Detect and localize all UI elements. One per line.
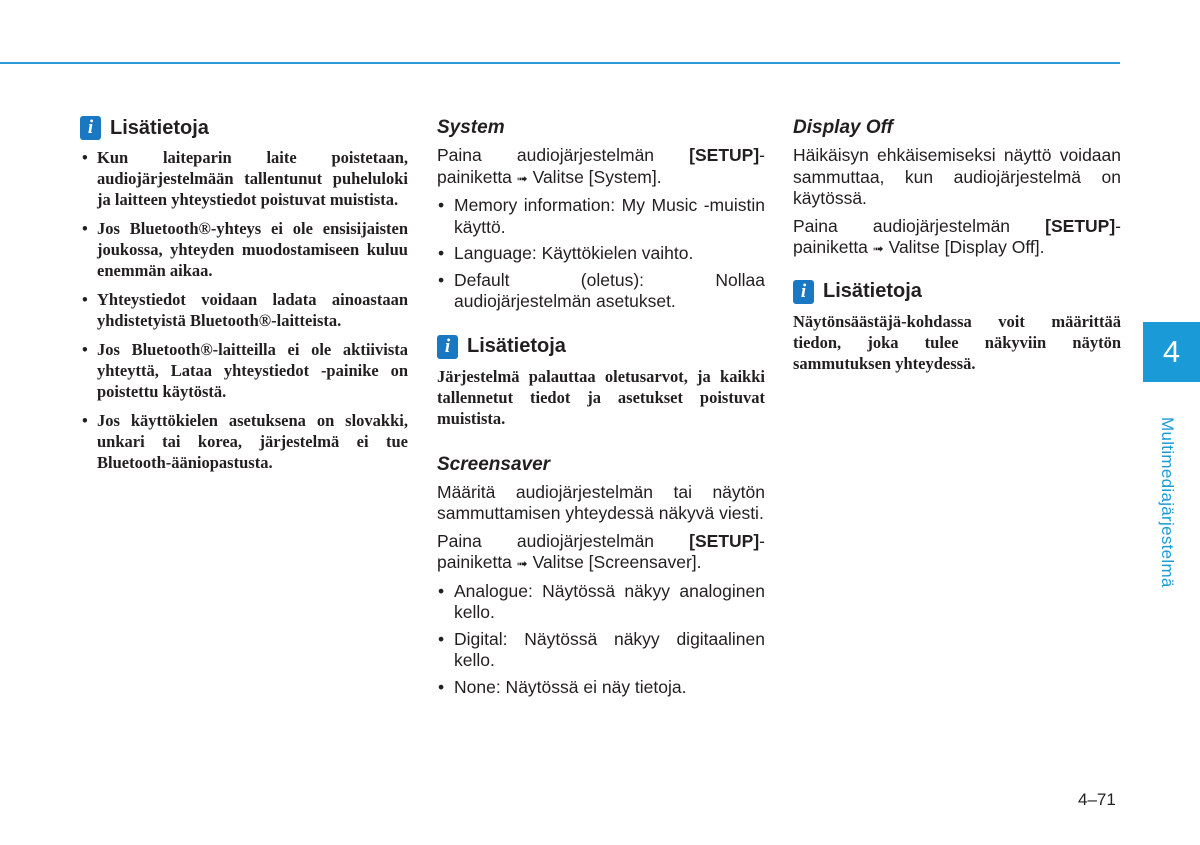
column-middle xyxy=(437,116,765,703)
note-item: • Jos Bluetooth®-laitteilla ei ole aktiivista yhteyttä, Lataa yhteystiedot -painike on poistettu käytöstä. xyxy=(80,339,408,402)
chapter-label: Multimediajärjestelmä xyxy=(1158,417,1177,588)
system-options-list xyxy=(437,195,765,313)
setup-key: [SETUP] xyxy=(1045,215,1116,236)
note-item: • Jos käyttökielen asetuksena on slovakki, unkari tai korea, järjestelmä ei tue Bluetooth-ääniopastusta. xyxy=(80,410,408,473)
column-right xyxy=(793,116,1121,374)
system-instruction xyxy=(437,145,765,189)
page-number: 4–71 xyxy=(1078,790,1116,809)
instruction-text: -painiketta xyxy=(437,145,765,187)
info-note-list xyxy=(80,147,408,473)
screensaver-title: Screensaver xyxy=(437,453,551,475)
screensaver-description: Määritä audiojärjestelmän tai näytön sammuttamisen yhteydessä näkyvä viesti. xyxy=(437,481,765,523)
setup-key: [SETUP] xyxy=(689,530,760,551)
info-note: Järjestelmä palauttaa oletusarvot, ja kaikki tallennetut tiedot ja asetukset poistuvat muistista. xyxy=(437,366,765,428)
list-item: • Language: Käyttökielen vaihto. xyxy=(437,243,765,265)
note-item: • Yhteystiedot voidaan ladata ainoastaan yhdistetyistä Bluetooth®-laitteista. xyxy=(80,289,408,331)
instruction-text: Paina audiojärjestelmän xyxy=(437,145,690,165)
info-icon: i xyxy=(80,116,101,140)
instruction-text: Paina audiojärjestelmän xyxy=(437,530,690,551)
instruction-text: -painiketta xyxy=(437,530,765,572)
list-item: • Digital: Näytössä näkyy digitaalinen kello. xyxy=(437,629,765,672)
arrow-icon: ➟ xyxy=(516,170,528,186)
top-rule xyxy=(0,62,1120,64)
list-item: • Memory information: My Music -muistin käyttö. xyxy=(437,195,765,238)
setup-key: [SETUP] xyxy=(689,145,760,165)
instruction-select: Valitse [Screensaver]. xyxy=(532,552,702,572)
info-heading xyxy=(80,116,408,140)
display-off-description: Häikäisyn ehkäisemiseksi näyttö voidaan sammuttaa, kun audiojärjestelmä on käytössä. xyxy=(793,145,1121,208)
info-title: Lisätietoja xyxy=(823,280,922,302)
list-item: • Default (oletus): Nollaa audiojärjestelmän asetukset. xyxy=(437,270,765,313)
info-title: Lisätietoja xyxy=(467,335,566,357)
info-icon: i xyxy=(437,335,458,359)
screensaver-instruction xyxy=(437,531,765,575)
instruction-text: Paina audiojärjestelmän xyxy=(793,215,1046,236)
column-left xyxy=(80,116,408,481)
note-item: • Jos Bluetooth®-yhteys ei ole ensisijaisten joukossa, yhteyden muodostamiseen kuluu enemmän aikaa. xyxy=(80,218,408,281)
screensaver-options-list xyxy=(437,581,765,699)
info-heading xyxy=(437,335,765,359)
info-note: Näytönsäästäjä-kohdassa voit määrittää tiedon, joka tulee näkyviin näytön sammutuksen yhteydessä. xyxy=(793,311,1121,373)
info-title: Lisätietoja xyxy=(110,116,209,139)
arrow-icon: ➟ xyxy=(516,556,528,571)
instruction-text: -painiketta xyxy=(793,215,1121,257)
note-item: • Kun laiteparin laite poistetaan, audiojärjestelmään tallentunut puheluloki ja laitteen yhteystiedot poistuvat muistista. xyxy=(80,147,408,210)
display-off-title: Display Off xyxy=(793,117,893,138)
info-icon: i xyxy=(793,280,814,304)
info-heading xyxy=(793,280,1121,304)
list-item: • None: Näytössä ei näy tietoja. xyxy=(437,677,765,699)
arrow-icon: ➟ xyxy=(872,241,884,256)
list-item: • Analogue: Näytössä näkyy analoginen kello. xyxy=(437,581,765,624)
display-off-instruction xyxy=(793,216,1121,260)
instruction-select: Valitse [Display Off]. xyxy=(888,237,1045,257)
system-title: System xyxy=(437,117,505,138)
instruction-select: Valitse [System]. xyxy=(532,166,662,187)
chapter-tab: 4 xyxy=(1143,322,1200,382)
